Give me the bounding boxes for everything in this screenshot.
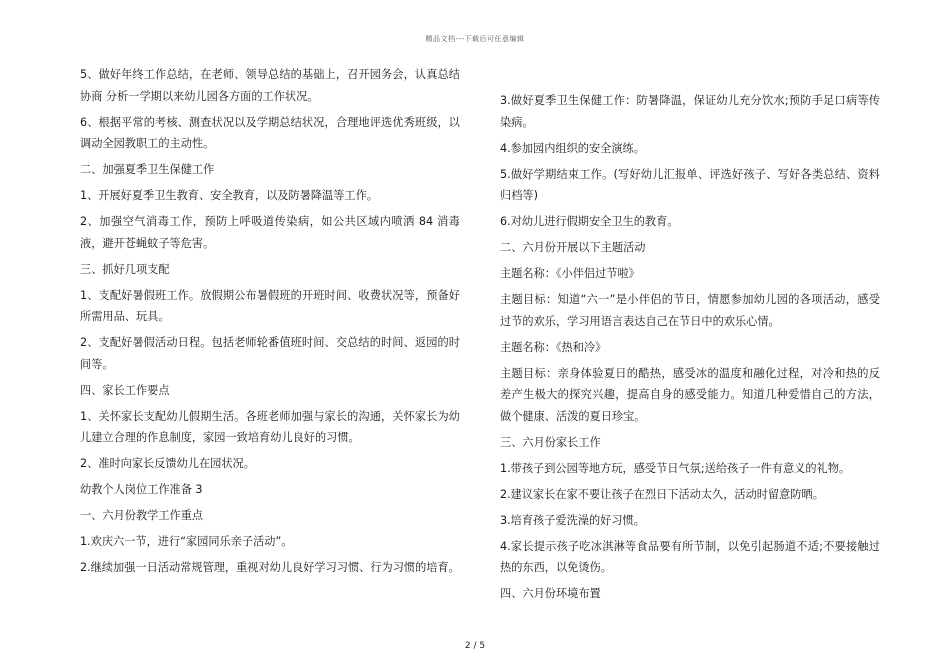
paragraph: 1.欢庆六一节，进行“家园同乐亲子活动”。 — [80, 535, 293, 548]
paragraph: 2.建议家长在家不要让孩子在烈日下活动太久，活动时留意防晒。 — [500, 487, 824, 501]
paragraph: 1、开展好夏季卫生教育、安全教育，以及防暑降温等工作。 — [80, 189, 378, 202]
paragraph: 3.做好夏季卫生保健工作：防暑降温，保证幼儿充分饮水;预防手足口病等传染病。 — [500, 94, 880, 129]
paragraph: 5、做好年终工作总结，在老师、领导总结的基础上，召开园务会，认真总结协商 分析一学期以来幼儿园各方面的工作状况。 — [80, 68, 460, 103]
paragraph: 1、关怀家长支配幼儿假期生活。各班老师加强与家长的沟通，关怀家长为幼儿建立合理的作息制度，家园一致培育幼儿良好的习惯。 — [80, 409, 460, 444]
paragraph: 6、根据平常的考核、测查状况以及学期总结状况，合理地评选优秀班级，以调动全园教职工的主动性。 — [80, 115, 460, 150]
paragraph: 2、加强空气消毒工作，预防上呼吸道传染病，如公共区域内喷洒 84 消毒液，避开苍蝇蚊子等危害。 — [80, 215, 460, 250]
paragraph: 2、准时向家长反馈幼儿在园状况。 — [80, 457, 255, 470]
paragraph: 主题目标：知道“六一”是小伴侣的节日，情愿参加幼儿园的各项活动，感受过节的欢乐，学习用语言表达自己在节日中的欢乐心情。 — [500, 293, 880, 328]
paragraph: 5.做好学期结束工作。(写好幼儿汇报单、评选好孩子、写好各类总结、资料归档等) — [500, 167, 880, 202]
paragraph: 4.家长提示孩子吃冰淇淋等食品要有所节制，以免引起肠道不适;不要接触过热的东西，以免烫伤。 — [500, 539, 880, 574]
right-column — [500, 90, 880, 609]
section-heading: 一、六月份教学工作重点 — [80, 509, 204, 522]
paragraph: 主题目标：亲身体验夏日的酷热，感受冰的温度和融化过程，对冷和热的反差产生极大的探究兴趣，提高自身的感受能力。知道几种爱惜自己的方法，做个健康、活泼的夏日珍宝。 — [500, 366, 880, 423]
paragraph: 2.继续加强一日活动常规管理，重视对幼儿良好学习习惯、行为习惯的培育。 — [80, 561, 460, 574]
section-heading: 二、加强夏季卫生保健工作 — [80, 163, 215, 176]
document-title: 幼教个人岗位工作准备 3 — [80, 483, 203, 496]
left-column — [80, 64, 460, 583]
page-header: 精品文档---下载后可任意编辑 — [425, 35, 525, 43]
paragraph: 3.培育孩子爱洗澡的好习惯。 — [500, 513, 645, 527]
paragraph: 1、支配好暑假班工作。放假期公布暑假班的开班时间、收费状况等，预备好所需用品、玩具。 — [80, 288, 460, 323]
paragraph: 主题名称：《热和冷》 — [500, 340, 607, 354]
section-heading: 四、六月份环境布置 — [500, 587, 601, 600]
paragraph: 1.带孩子到公园等地方玩，感受节日气氛;送给孩子一件有意义的礼物。 — [500, 461, 851, 475]
section-heading: 二、六月份开展以下主题活动 — [500, 241, 646, 254]
section-heading: 三、抓好几项支配 — [80, 262, 170, 276]
paragraph: 2、支配好暑假活动日程。包括老师轮番值班时间、交总结的时间、返园的时间等。 — [80, 336, 460, 371]
paragraph: 4.参加园内组织的安全演练。 — [500, 141, 645, 155]
paragraph: 6.对幼儿进行假期安全卫生的教育。 — [500, 215, 679, 228]
page-number: 2 / 5 — [464, 641, 486, 651]
section-heading: 四、家长工作要点 — [80, 383, 170, 397]
section-heading: 三、六月份家长工作 — [500, 435, 601, 449]
paragraph: 主题名称：《小伴侣过节啦》 — [500, 267, 640, 280]
